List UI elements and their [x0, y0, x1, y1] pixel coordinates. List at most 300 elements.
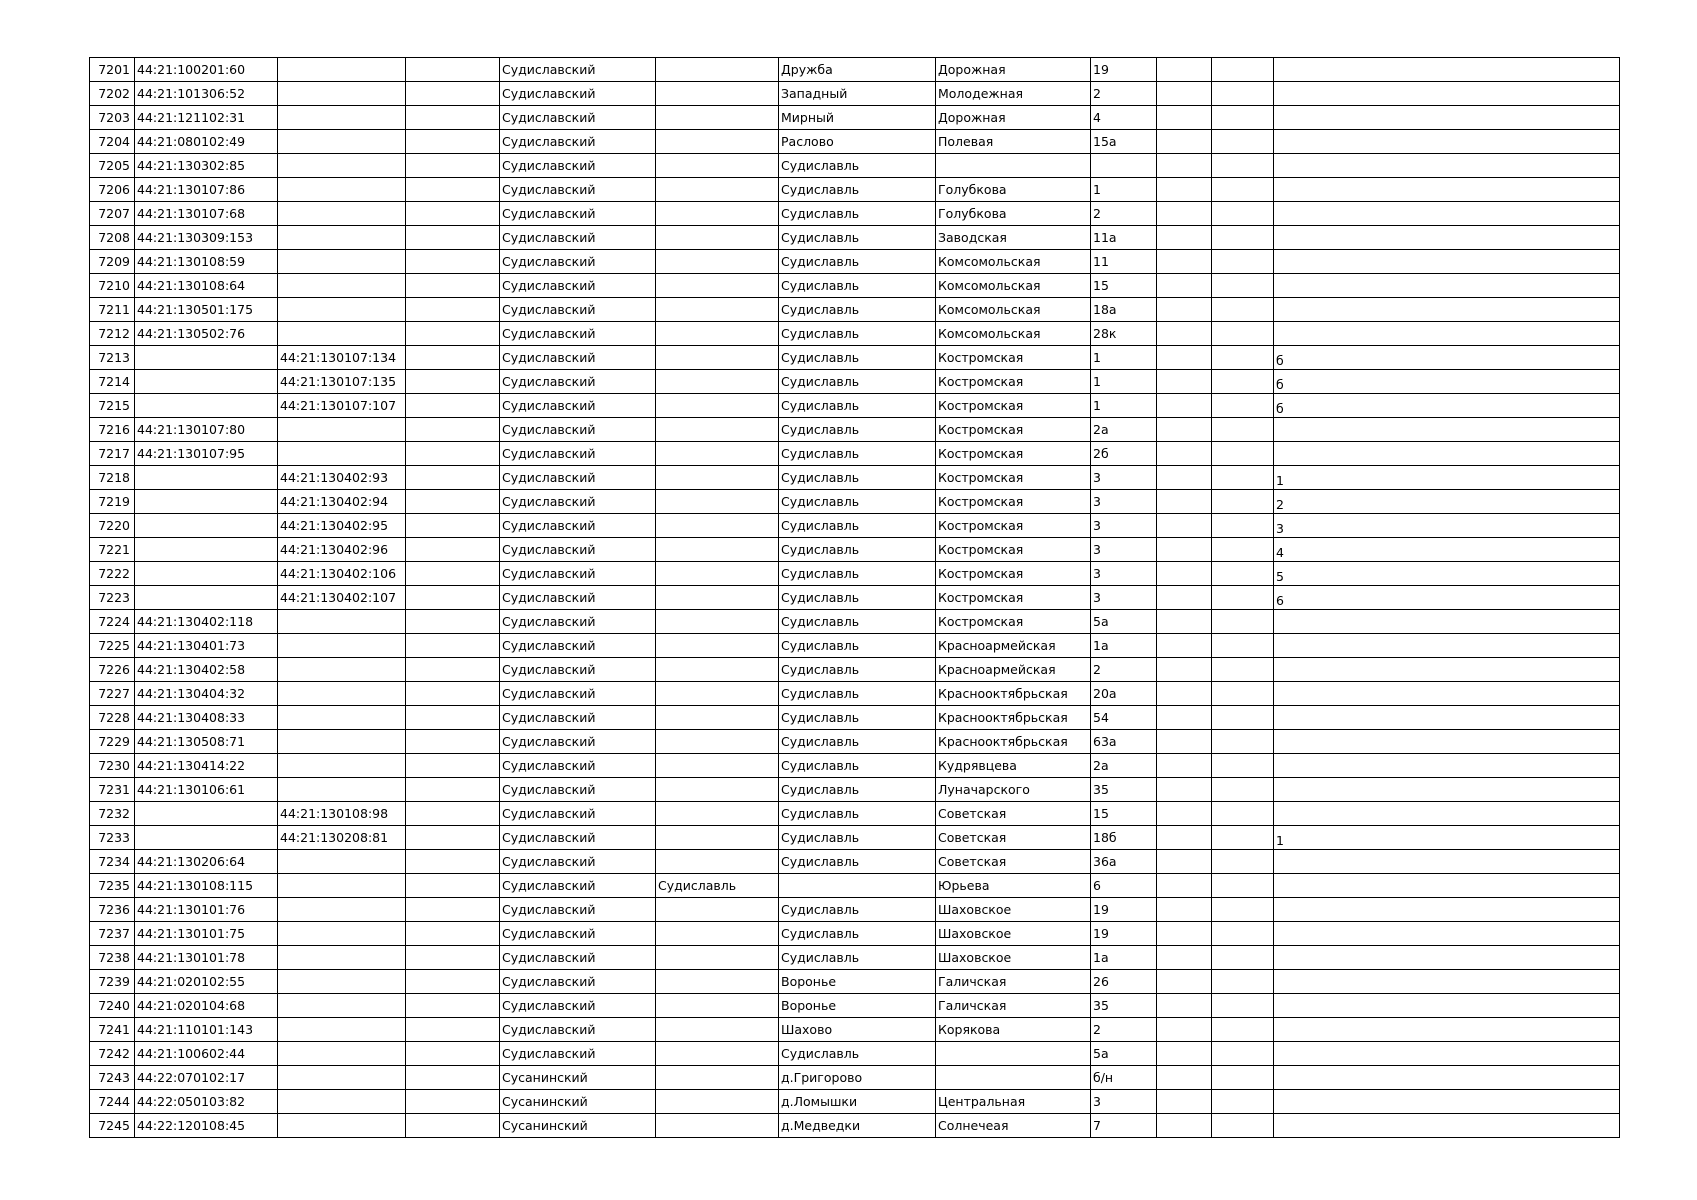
apartment-cell	[1274, 274, 1620, 298]
empty-column-cell	[406, 826, 500, 850]
empty-column-cell	[406, 202, 500, 226]
building-cell	[1157, 946, 1212, 970]
table-row	[90, 706, 1620, 730]
street-cell: Комсомольская	[936, 250, 1091, 274]
cadastral-number-cell	[135, 394, 278, 418]
structure-cell	[1212, 1066, 1274, 1090]
house-number-cell: 1	[1091, 370, 1157, 394]
parent-cadastral-number-cell	[278, 202, 406, 226]
table-row	[90, 562, 1620, 586]
empty-column-cell	[406, 682, 500, 706]
house-number-cell: б/н	[1091, 1066, 1157, 1090]
row-number-cell: 7207	[90, 202, 135, 226]
structure-cell	[1212, 586, 1274, 610]
row-number-cell: 7222	[90, 562, 135, 586]
house-number-cell: 35	[1091, 994, 1157, 1018]
cadastral-number-cell: 44:21:130106:61	[135, 778, 278, 802]
street-cell	[936, 154, 1091, 178]
street-cell: Шаховское	[936, 922, 1091, 946]
empty-column-cell	[406, 82, 500, 106]
structure-cell	[1212, 106, 1274, 130]
settlement-cell	[656, 1018, 779, 1042]
street-cell: Голубкова	[936, 202, 1091, 226]
structure-cell	[1212, 562, 1274, 586]
street-cell: Шаховское	[936, 898, 1091, 922]
empty-column-cell	[406, 250, 500, 274]
cadastral-number-cell: 44:21:130101:75	[135, 922, 278, 946]
parent-cadastral-number-cell	[278, 610, 406, 634]
district-cell: Сусанинский	[500, 1090, 656, 1114]
apartment-cell	[1274, 610, 1620, 634]
table-row	[90, 754, 1620, 778]
street-cell: Советская	[936, 802, 1091, 826]
empty-column-cell	[406, 1066, 500, 1090]
row-number-cell: 7243	[90, 1066, 135, 1090]
settlement-cell	[656, 778, 779, 802]
building-cell	[1157, 1018, 1212, 1042]
parent-cadastral-number-cell	[278, 634, 406, 658]
table-row	[90, 130, 1620, 154]
structure-cell	[1212, 538, 1274, 562]
register-table-body	[90, 58, 1620, 1138]
locality-cell: Воронье	[779, 970, 936, 994]
parent-cadastral-number-cell	[278, 922, 406, 946]
apartment-cell	[1274, 202, 1620, 226]
empty-column-cell	[406, 1042, 500, 1066]
cadastral-number-cell	[135, 538, 278, 562]
building-cell	[1157, 994, 1212, 1018]
table-row	[90, 178, 1620, 202]
cadastral-number-cell: 44:21:130414:22	[135, 754, 278, 778]
structure-cell	[1212, 250, 1274, 274]
row-number-cell: 7244	[90, 1090, 135, 1114]
apartment-cell	[1274, 1090, 1620, 1114]
street-cell: Красноармейская	[936, 658, 1091, 682]
apartment-cell: 5	[1274, 562, 1620, 586]
structure-cell	[1212, 442, 1274, 466]
table-row	[90, 970, 1620, 994]
parent-cadastral-number-cell	[278, 1066, 406, 1090]
house-number-cell: 5а	[1091, 1042, 1157, 1066]
locality-cell: Судиславль	[779, 370, 936, 394]
cadastral-number-cell: 44:21:110101:143	[135, 1018, 278, 1042]
row-number-cell: 7238	[90, 946, 135, 970]
table-row	[90, 850, 1620, 874]
district-cell: Судиславский	[500, 1018, 656, 1042]
row-number-cell: 7235	[90, 874, 135, 898]
empty-column-cell	[406, 610, 500, 634]
locality-cell: Западный	[779, 82, 936, 106]
empty-column-cell	[406, 562, 500, 586]
street-cell	[936, 1066, 1091, 1090]
locality-cell: Судиславль	[779, 730, 936, 754]
apartment-cell	[1274, 946, 1620, 970]
building-cell	[1157, 898, 1212, 922]
structure-cell	[1212, 130, 1274, 154]
cadastral-number-cell: 44:21:130402:58	[135, 658, 278, 682]
building-cell	[1157, 1066, 1212, 1090]
house-number-cell: 2	[1091, 82, 1157, 106]
locality-cell: Раслово	[779, 130, 936, 154]
table-row	[90, 778, 1620, 802]
apartment-cell	[1274, 778, 1620, 802]
cadastral-number-cell	[135, 586, 278, 610]
empty-column-cell	[406, 370, 500, 394]
cadastral-number-cell	[135, 514, 278, 538]
parent-cadastral-number-cell: 44:21:130108:98	[278, 802, 406, 826]
street-cell: Заводская	[936, 226, 1091, 250]
row-number-cell: 7233	[90, 826, 135, 850]
cadastral-number-cell: 44:21:130404:32	[135, 682, 278, 706]
house-number-cell: 35	[1091, 778, 1157, 802]
locality-cell: Судиславль	[779, 850, 936, 874]
apartment-cell	[1274, 58, 1620, 82]
table-row	[90, 322, 1620, 346]
house-number-cell: 15	[1091, 802, 1157, 826]
apartment-cell	[1274, 898, 1620, 922]
building-cell	[1157, 322, 1212, 346]
building-cell	[1157, 874, 1212, 898]
settlement-cell	[656, 370, 779, 394]
locality-cell: Судиславль	[779, 610, 936, 634]
parent-cadastral-number-cell: 44:21:130402:106	[278, 562, 406, 586]
structure-cell	[1212, 514, 1274, 538]
row-number-cell: 7236	[90, 898, 135, 922]
district-cell: Судиславский	[500, 922, 656, 946]
settlement-cell	[656, 82, 779, 106]
house-number-cell: 15а	[1091, 130, 1157, 154]
apartment-cell	[1274, 1114, 1620, 1138]
locality-cell: Судиславль	[779, 466, 936, 490]
street-cell: Кудрявцева	[936, 754, 1091, 778]
settlement-cell: Судиславль	[656, 874, 779, 898]
row-number-cell: 7219	[90, 490, 135, 514]
building-cell	[1157, 610, 1212, 634]
district-cell: Сусанинский	[500, 1114, 656, 1138]
settlement-cell	[656, 178, 779, 202]
locality-cell: Судиславль	[779, 658, 936, 682]
settlement-cell	[656, 442, 779, 466]
building-cell	[1157, 370, 1212, 394]
locality-cell: Судиславль	[779, 682, 936, 706]
apartment-cell	[1274, 130, 1620, 154]
street-cell: Костромская	[936, 418, 1091, 442]
table-row	[90, 250, 1620, 274]
street-cell: Костромская	[936, 370, 1091, 394]
locality-cell: Судиславль	[779, 274, 936, 298]
locality-cell: Судиславль	[779, 706, 936, 730]
building-cell	[1157, 106, 1212, 130]
locality-cell: Воронье	[779, 994, 936, 1018]
district-cell: Судиславский	[500, 442, 656, 466]
table-row	[90, 298, 1620, 322]
street-cell: Комсомольская	[936, 298, 1091, 322]
empty-column-cell	[406, 898, 500, 922]
row-number-cell: 7240	[90, 994, 135, 1018]
empty-column-cell	[406, 514, 500, 538]
building-cell	[1157, 970, 1212, 994]
table-row	[90, 586, 1620, 610]
cadastral-number-cell: 44:21:101306:52	[135, 82, 278, 106]
building-cell	[1157, 706, 1212, 730]
locality-cell: Судиславль	[779, 394, 936, 418]
cadastral-number-cell	[135, 802, 278, 826]
empty-column-cell	[406, 298, 500, 322]
structure-cell	[1212, 82, 1274, 106]
house-number-cell: 6	[1091, 874, 1157, 898]
apartment-cell	[1274, 874, 1620, 898]
apartment-cell	[1274, 178, 1620, 202]
empty-column-cell	[406, 802, 500, 826]
parent-cadastral-number-cell	[278, 1090, 406, 1114]
cadastral-number-cell	[135, 490, 278, 514]
parent-cadastral-number-cell	[278, 154, 406, 178]
settlement-cell	[656, 514, 779, 538]
locality-cell: Судиславль	[779, 1042, 936, 1066]
row-number-cell: 7237	[90, 922, 135, 946]
cadastral-number-cell: 44:21:130508:71	[135, 730, 278, 754]
settlement-cell	[656, 634, 779, 658]
street-cell: Центральная	[936, 1090, 1091, 1114]
building-cell	[1157, 442, 1212, 466]
structure-cell	[1212, 922, 1274, 946]
street-cell: Краснооктябрьская	[936, 730, 1091, 754]
locality-cell: Судиславль	[779, 298, 936, 322]
structure-cell	[1212, 1090, 1274, 1114]
parent-cadastral-number-cell: 44:21:130402:94	[278, 490, 406, 514]
building-cell	[1157, 586, 1212, 610]
settlement-cell	[656, 466, 779, 490]
settlement-cell	[656, 658, 779, 682]
table-row	[90, 802, 1620, 826]
apartment-cell: 1	[1274, 826, 1620, 850]
street-cell: Корякова	[936, 1018, 1091, 1042]
parent-cadastral-number-cell	[278, 994, 406, 1018]
row-number-cell: 7204	[90, 130, 135, 154]
structure-cell	[1212, 226, 1274, 250]
street-cell: Краснооктябрьская	[936, 682, 1091, 706]
table-row	[90, 106, 1620, 130]
settlement-cell	[656, 130, 779, 154]
building-cell	[1157, 826, 1212, 850]
street-cell: Галичская	[936, 994, 1091, 1018]
parent-cadastral-number-cell	[278, 658, 406, 682]
settlement-cell	[656, 922, 779, 946]
parent-cadastral-number-cell	[278, 1042, 406, 1066]
locality-cell: Судиславль	[779, 538, 936, 562]
district-cell: Судиславский	[500, 658, 656, 682]
district-cell: Судиславский	[500, 394, 656, 418]
structure-cell	[1212, 298, 1274, 322]
district-cell: Судиславский	[500, 850, 656, 874]
table-row	[90, 82, 1620, 106]
building-cell	[1157, 82, 1212, 106]
parent-cadastral-number-cell: 44:21:130402:107	[278, 586, 406, 610]
settlement-cell	[656, 1042, 779, 1066]
district-cell: Судиславский	[500, 586, 656, 610]
structure-cell	[1212, 730, 1274, 754]
apartment-cell	[1274, 442, 1620, 466]
locality-cell: Дружба	[779, 58, 936, 82]
apartment-cell	[1274, 322, 1620, 346]
cadastral-number-cell: 44:21:130206:64	[135, 850, 278, 874]
cadastral-number-cell: 44:21:100602:44	[135, 1042, 278, 1066]
apartment-cell	[1274, 1066, 1620, 1090]
cadastral-number-cell: 44:21:130402:118	[135, 610, 278, 634]
locality-cell: Судиславль	[779, 250, 936, 274]
house-number-cell: 54	[1091, 706, 1157, 730]
structure-cell	[1212, 778, 1274, 802]
locality-cell: Судиславль	[779, 226, 936, 250]
row-number-cell: 7217	[90, 442, 135, 466]
building-cell	[1157, 658, 1212, 682]
apartment-cell	[1274, 754, 1620, 778]
structure-cell	[1212, 418, 1274, 442]
empty-column-cell	[406, 322, 500, 346]
building-cell	[1157, 130, 1212, 154]
table-row	[90, 346, 1620, 370]
cadastral-number-cell: 44:21:130108:59	[135, 250, 278, 274]
apartment-cell: б	[1274, 346, 1620, 370]
empty-column-cell	[406, 274, 500, 298]
building-cell	[1157, 538, 1212, 562]
table-row	[90, 538, 1620, 562]
table-row	[90, 1042, 1620, 1066]
empty-column-cell	[406, 1090, 500, 1114]
cadastral-number-cell: 44:21:130101:78	[135, 946, 278, 970]
parent-cadastral-number-cell	[278, 970, 406, 994]
empty-column-cell	[406, 466, 500, 490]
locality-cell: Судиславль	[779, 154, 936, 178]
street-cell	[936, 1042, 1091, 1066]
cadastral-number-cell: 44:21:020104:68	[135, 994, 278, 1018]
structure-cell	[1212, 826, 1274, 850]
table-row	[90, 994, 1620, 1018]
empty-column-cell	[406, 178, 500, 202]
locality-cell: Судиславль	[779, 754, 936, 778]
empty-column-cell	[406, 394, 500, 418]
structure-cell	[1212, 490, 1274, 514]
parent-cadastral-number-cell	[278, 106, 406, 130]
district-cell: Судиславский	[500, 826, 656, 850]
locality-cell: Судиславль	[779, 634, 936, 658]
settlement-cell	[656, 298, 779, 322]
table-row	[90, 922, 1620, 946]
building-cell	[1157, 634, 1212, 658]
apartment-cell	[1274, 298, 1620, 322]
house-number-cell: 1а	[1091, 946, 1157, 970]
house-number-cell: 2	[1091, 1018, 1157, 1042]
street-cell: Костромская	[936, 562, 1091, 586]
street-cell: Костромская	[936, 442, 1091, 466]
row-number-cell: 7232	[90, 802, 135, 826]
settlement-cell	[656, 226, 779, 250]
empty-column-cell	[406, 346, 500, 370]
cadastral-number-cell	[135, 562, 278, 586]
building-cell	[1157, 418, 1212, 442]
house-number-cell: 3	[1091, 586, 1157, 610]
apartment-cell	[1274, 970, 1620, 994]
house-number-cell: 19	[1091, 58, 1157, 82]
district-cell: Судиславский	[500, 802, 656, 826]
building-cell	[1157, 922, 1212, 946]
house-number-cell: 63а	[1091, 730, 1157, 754]
building-cell	[1157, 394, 1212, 418]
locality-cell: Шахово	[779, 1018, 936, 1042]
locality-cell: Судиславль	[779, 802, 936, 826]
cadastral-number-cell: 44:21:130309:153	[135, 226, 278, 250]
district-cell: Судиславский	[500, 250, 656, 274]
house-number-cell: 4	[1091, 106, 1157, 130]
street-cell: Шаховское	[936, 946, 1091, 970]
settlement-cell	[656, 898, 779, 922]
row-number-cell: 7226	[90, 658, 135, 682]
row-number-cell: 7203	[90, 106, 135, 130]
building-cell	[1157, 250, 1212, 274]
table-row	[90, 730, 1620, 754]
table-row	[90, 58, 1620, 82]
house-number-cell: 1	[1091, 346, 1157, 370]
house-number-cell: 2	[1091, 658, 1157, 682]
building-cell	[1157, 1042, 1212, 1066]
row-number-cell: 7234	[90, 850, 135, 874]
district-cell: Судиславский	[500, 322, 656, 346]
street-cell: Дорожная	[936, 58, 1091, 82]
empty-column-cell	[406, 874, 500, 898]
settlement-cell	[656, 106, 779, 130]
row-number-cell: 7214	[90, 370, 135, 394]
table-row	[90, 658, 1620, 682]
cadastral-number-cell: 44:21:080102:49	[135, 130, 278, 154]
apartment-cell	[1274, 706, 1620, 730]
settlement-cell	[656, 706, 779, 730]
structure-cell	[1212, 466, 1274, 490]
house-number-cell: 3	[1091, 514, 1157, 538]
cadastral-number-cell: 44:21:130502:76	[135, 322, 278, 346]
district-cell: Судиславский	[500, 178, 656, 202]
house-number-cell: 1	[1091, 178, 1157, 202]
table-row	[90, 154, 1620, 178]
parent-cadastral-number-cell	[278, 442, 406, 466]
row-number-cell: 7227	[90, 682, 135, 706]
settlement-cell	[656, 1114, 779, 1138]
structure-cell	[1212, 394, 1274, 418]
district-cell: Судиславский	[500, 1042, 656, 1066]
street-cell: Красноармейская	[936, 634, 1091, 658]
parent-cadastral-number-cell	[278, 82, 406, 106]
structure-cell	[1212, 802, 1274, 826]
settlement-cell	[656, 1090, 779, 1114]
district-cell: Судиславский	[500, 754, 656, 778]
empty-column-cell	[406, 442, 500, 466]
house-number-cell: 1а	[1091, 634, 1157, 658]
table-row	[90, 682, 1620, 706]
house-number-cell: 3	[1091, 466, 1157, 490]
building-cell	[1157, 754, 1212, 778]
settlement-cell	[656, 418, 779, 442]
empty-column-cell	[406, 634, 500, 658]
settlement-cell	[656, 970, 779, 994]
row-number-cell: 7212	[90, 322, 135, 346]
structure-cell	[1212, 898, 1274, 922]
house-number-cell: 11	[1091, 250, 1157, 274]
locality-cell: Судиславль	[779, 922, 936, 946]
apartment-cell: 6	[1274, 586, 1620, 610]
table-row	[90, 874, 1620, 898]
empty-column-cell	[406, 130, 500, 154]
street-cell: Комсомольская	[936, 322, 1091, 346]
district-cell: Судиславский	[500, 346, 656, 370]
